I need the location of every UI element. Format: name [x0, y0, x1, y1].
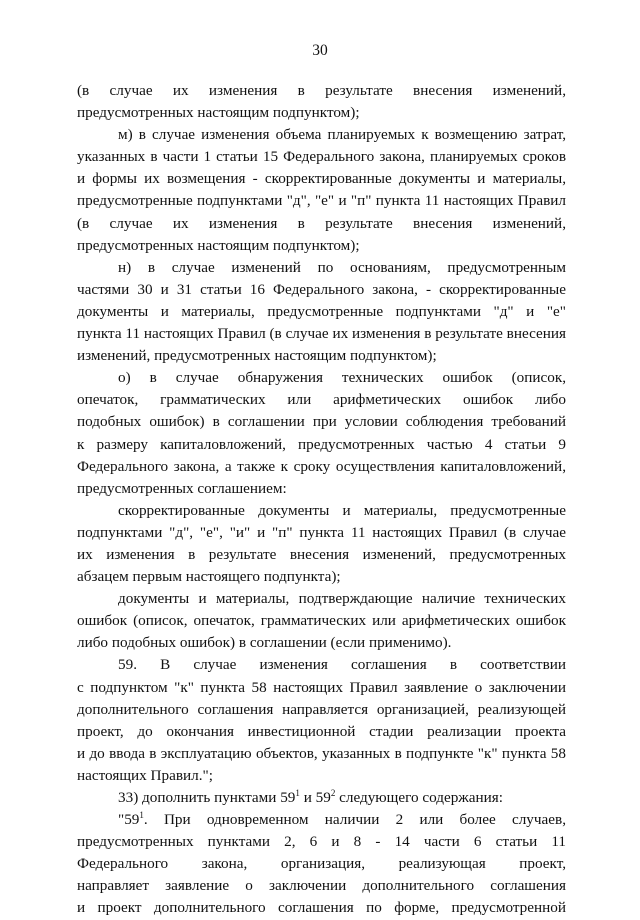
- line-text: указанных в части 1 статьи 15 Федерального закона, планируемых сроков: [77, 148, 566, 166]
- line-text: скорректированные документы и материалы, предусмотренные: [118, 501, 566, 519]
- text-line: [77, 411, 566, 433]
- text-line: [77, 610, 566, 632]
- line-text: подобных ошибок) в соглашении при условии соблюдения требований: [77, 413, 566, 431]
- superscript: 1: [139, 810, 144, 821]
- text-line: [77, 831, 566, 853]
- text-line: [77, 301, 566, 323]
- line-text: следующего содержания:: [335, 789, 503, 806]
- line-text: предусмотренных пунктами 2, 6 и 8 - 14 части 6 статьи 11: [77, 833, 566, 851]
- text-line: [77, 588, 566, 610]
- line-text: "59: [118, 811, 140, 829]
- line-text: . При одновременном наличии 2 или более случаев,: [143, 811, 566, 829]
- line-text: к размеру капиталовложений, предусмотренных частью 4 статьи 9: [77, 435, 566, 453]
- text-line: [77, 699, 566, 721]
- text-line: [77, 345, 566, 367]
- line-text: 33) дополнить пунктами 59: [118, 789, 296, 806]
- line-text: м) в случае изменения объема планируемых к возмещению затрат,: [118, 126, 566, 144]
- text-line: [77, 853, 566, 875]
- text-line: [77, 500, 566, 522]
- text-line: [77, 743, 566, 765]
- line-text: пункта 11 настоящих Правил (в случае их изменения в результате внесения: [77, 325, 566, 343]
- text-line: [77, 257, 566, 279]
- line-text: и проект дополнительного соглашения по форме, предусмотренной: [77, 899, 566, 917]
- line-text: и 59: [299, 789, 331, 806]
- line-text: предусмотренные подпунктами "д", "е" и "п" пункта 11 настоящих Правил: [77, 192, 566, 210]
- text-line: [77, 544, 566, 566]
- text-line: [77, 80, 566, 102]
- text-line: [77, 765, 566, 787]
- text-line: [77, 897, 566, 919]
- text-line: [77, 721, 566, 743]
- text-line: [77, 654, 566, 676]
- line-text: (в случае их изменения в результате внесения изменений,: [77, 82, 566, 99]
- text-line: [77, 522, 566, 544]
- line-text: документы и материалы, подтверждающие наличие технических: [118, 590, 566, 608]
- line-text: настоящих Правил.";: [77, 766, 213, 784]
- text-line: [77, 190, 566, 212]
- line-text: Федерального закона, организация, реализующая проект,: [77, 855, 566, 873]
- text-line: [77, 323, 566, 345]
- line-text: и до ввода в эксплуатацию объектов, указанных в подпункте "к" пункта 58: [77, 744, 566, 762]
- text-line: [77, 478, 566, 500]
- superscript: 1: [295, 788, 300, 798]
- text-line: [77, 235, 566, 257]
- text-line: [77, 389, 566, 411]
- line-text: либо подобных ошибок) в соглашении (если применимо).: [77, 634, 452, 652]
- line-text: подпунктами "д", "е", "и" и "п" пункта 11 настоящих Правил (в случае: [77, 523, 566, 541]
- document-body: [77, 80, 566, 920]
- text-line: [77, 434, 566, 456]
- text-line: [77, 677, 566, 699]
- text-line: [77, 124, 566, 146]
- line-text: н) в случае изменений по основаниям, предусмотренным: [118, 258, 566, 276]
- line-text: Федерального закона, а также к сроку осуществления капиталовложений,: [77, 457, 566, 475]
- text-line: [77, 456, 566, 478]
- line-text: документы и материалы, предусмотренные подпунктами "д" и "е": [77, 302, 566, 320]
- text-line: [77, 279, 566, 301]
- text-line: [77, 566, 566, 588]
- line-text: (в случае их изменения в результате внесения изменений,: [77, 214, 566, 232]
- text-line: [77, 102, 566, 124]
- line-text: с подпунктом "к" пункта 58 настоящих Правил заявление о заключении: [77, 678, 566, 696]
- superscript: 2: [330, 788, 336, 798]
- line-text: и формы их возмещения - скорректированные документы и материалы,: [77, 170, 566, 188]
- line-text: изменений, предусмотренных настоящим подпунктом);: [77, 347, 437, 365]
- text-line: [77, 787, 566, 809]
- line-text: частями 30 и 31 статьи 16 Федерального закона, - скорректированные: [77, 280, 566, 298]
- line-text: о) в случае обнаружения технических ошибок (описок,: [118, 369, 566, 387]
- line-text: предусмотренных настоящим подпунктом);: [77, 236, 360, 254]
- text-line: [77, 146, 566, 168]
- page-number: 30: [312, 42, 328, 59]
- line-text: предусмотренных соглашением:: [77, 479, 287, 497]
- line-text: дополнительного соглашения направляется организацией, реализующей: [77, 700, 566, 718]
- line-text: их изменения в результате внесения изменений, предусмотренных: [77, 545, 566, 563]
- text-line: [77, 367, 566, 389]
- text-line: [77, 168, 566, 190]
- line-text: ошибок (описок, опечаток, грамматических или арифметических ошибок: [77, 612, 566, 630]
- line-text: направляет заявление о заключении дополнительного соглашения: [77, 877, 566, 895]
- line-text: 59. В случае изменения соглашения в соответствии: [118, 656, 566, 674]
- line-text: абзацем первым настоящего подпункта);: [77, 568, 341, 586]
- text-line: [77, 875, 566, 897]
- text-line: [77, 632, 566, 654]
- line-text: предусмотренных настоящим подпунктом);: [77, 104, 360, 122]
- line-text: проект, до окончания инвестиционной стадии реализации проекта: [77, 722, 566, 740]
- text-line: [77, 213, 566, 235]
- text-line: [77, 809, 566, 831]
- line-text: опечаток, грамматических или арифметических ошибок либо: [77, 391, 566, 409]
